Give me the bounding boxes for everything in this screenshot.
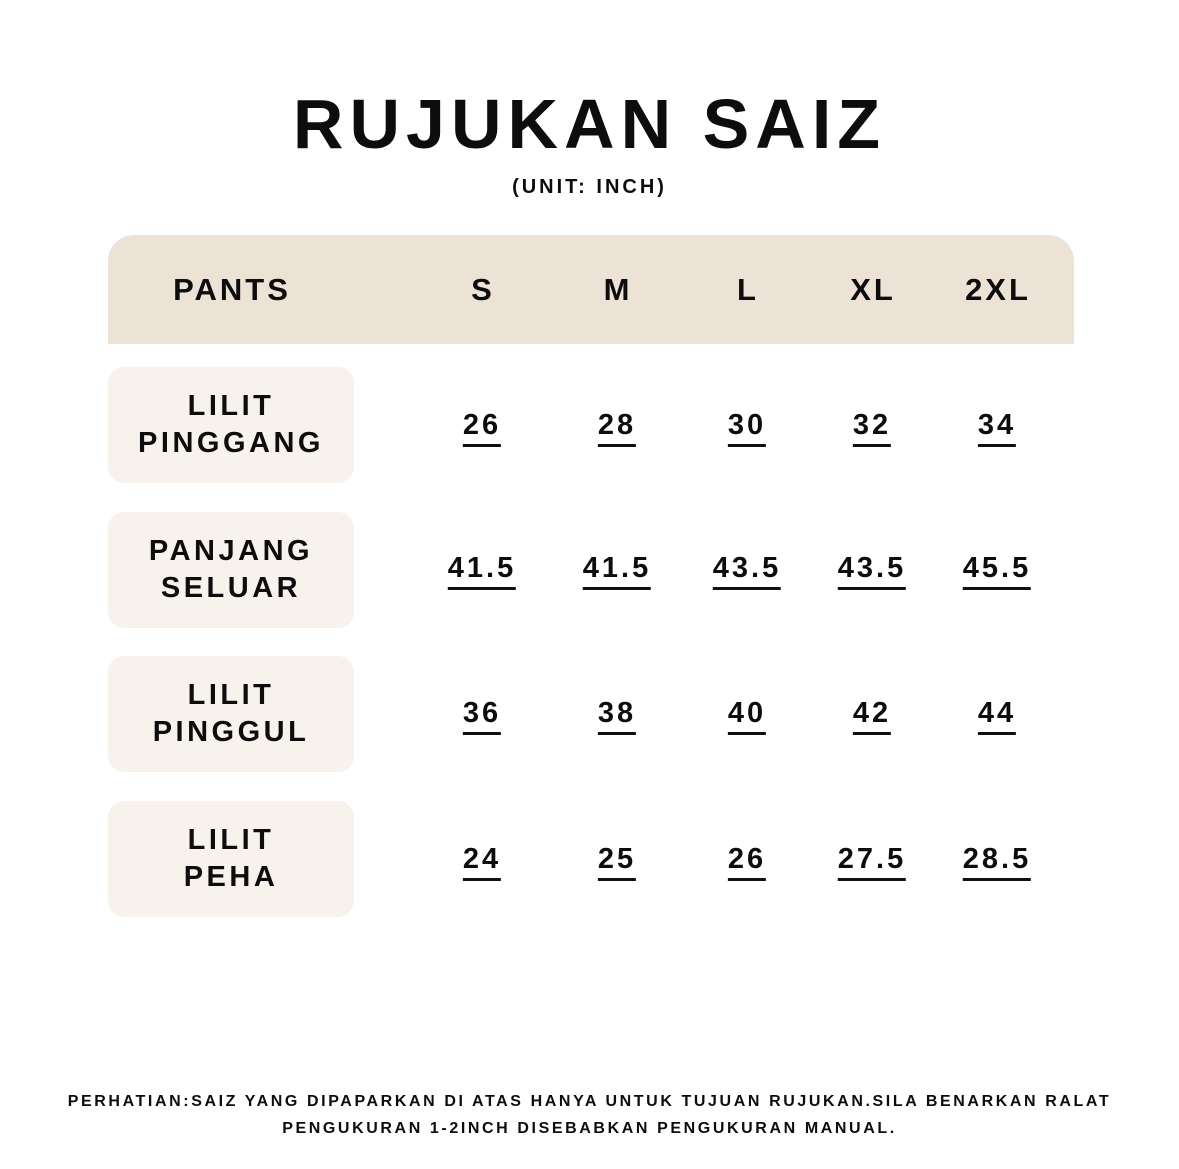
row-label-line2: PINGGANG xyxy=(138,427,324,459)
value-cell: 32 xyxy=(853,408,891,447)
value-cell: 43.5 xyxy=(713,551,781,590)
disclaimer-line-2: PENGUKURAN 1-2INCH DISEBABKAN PENGUKURAN MANUAL. xyxy=(282,1120,897,1137)
row-label-line2: SELUAR xyxy=(160,572,302,604)
value-cell: 43.5 xyxy=(838,551,906,590)
value-cell: 28.5 xyxy=(963,842,1031,881)
header-size-xl: XL xyxy=(850,272,896,307)
row-label-lilit-pinggang xyxy=(108,367,354,483)
value-cell: 26 xyxy=(728,842,766,881)
header-size-m: M xyxy=(603,272,633,307)
row-label-line1: PANJANG xyxy=(148,535,314,567)
value-cell: 25 xyxy=(598,842,636,881)
value-cell: 41.5 xyxy=(448,551,516,590)
value-cell: 27.5 xyxy=(838,842,906,881)
row-label-line1: LILIT xyxy=(187,679,275,711)
row-label-lilit-peha xyxy=(108,801,354,917)
value-cell: 36 xyxy=(463,696,501,735)
page-title: RUJUKAN SAIZ xyxy=(292,85,887,163)
value-cell: 38 xyxy=(598,696,636,735)
value-cell: 42 xyxy=(853,696,891,735)
disclaimer-line-1: PERHATIAN:SAIZ YANG DIPAPARKAN DI ATAS HANYA UNTUK TUJUAN RUJUKAN.SILA BENARKAN RALAT xyxy=(67,1093,1112,1110)
header-size-l: L xyxy=(737,272,759,307)
row-label-panjang-seluar xyxy=(108,512,354,628)
row-label-line2: PEHA xyxy=(183,861,279,893)
header-size-s: S xyxy=(471,272,495,307)
header-pants-label: PANTS xyxy=(173,272,291,307)
value-cell: 26 xyxy=(463,408,501,447)
unit-subtitle: (UNIT: INCH) xyxy=(512,176,667,198)
row-label-line1: LILIT xyxy=(187,824,275,856)
value-cell: 44 xyxy=(978,696,1016,735)
value-cell: 41.5 xyxy=(583,551,651,590)
value-cell: 30 xyxy=(728,408,766,447)
value-cell: 40 xyxy=(728,696,766,735)
value-cell: 24 xyxy=(463,842,501,881)
row-label-line1: LILIT xyxy=(187,390,275,422)
header-size-2xl: 2XL xyxy=(965,272,1031,307)
row-label-lilit-pinggul xyxy=(108,656,354,772)
value-cell: 34 xyxy=(978,408,1016,447)
value-cell: 28 xyxy=(598,408,636,447)
value-cell: 45.5 xyxy=(963,551,1031,590)
row-label-line2: PINGGUL xyxy=(152,716,310,748)
